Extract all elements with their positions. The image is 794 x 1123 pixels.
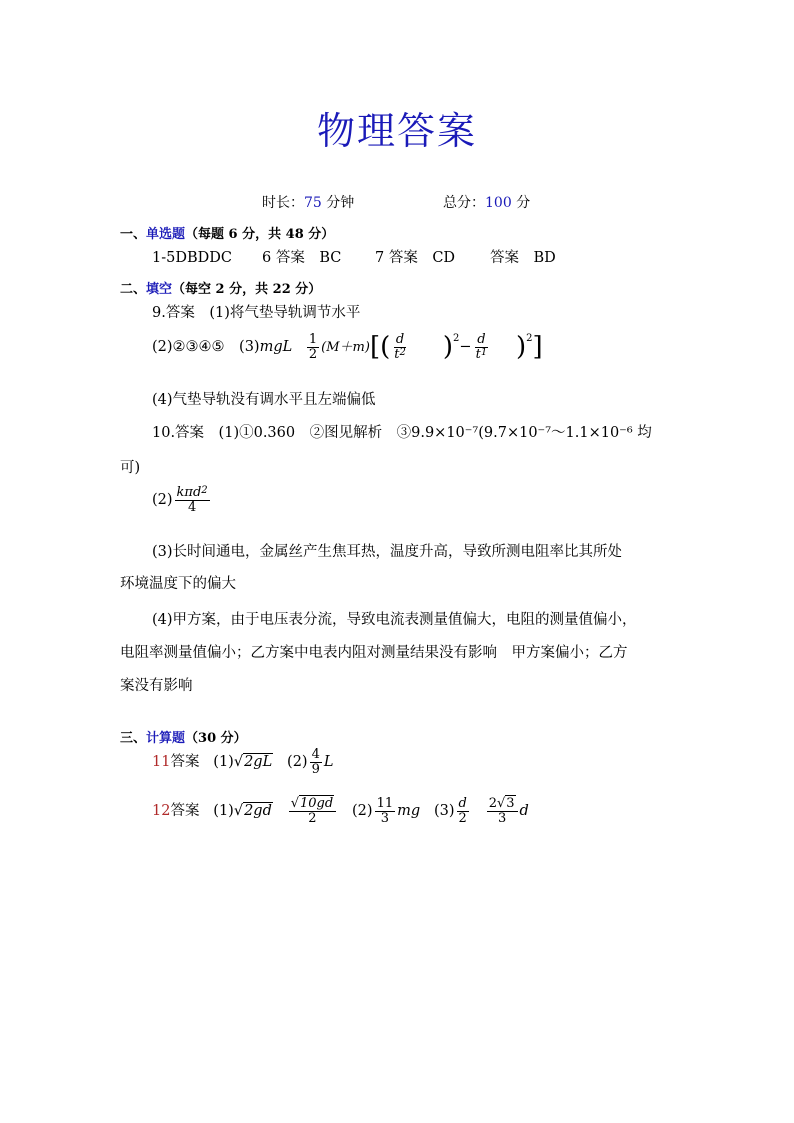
- q10-line-1: 10.答案 (1)①0.360 ②图见解析 ③9.9×10⁻⁷(9.7×10⁻⁷～1.1×10⁻⁶ 均: [152, 425, 652, 441]
- mc-answer-7: 7 答案 CD: [375, 250, 456, 266]
- section-3-heading: 三、计算题（30 分）: [120, 731, 247, 746]
- total-value: 100: [485, 195, 512, 211]
- duration-label: 时长：: [262, 195, 304, 211]
- q9-line-3: (4)气垫导轨没有调水平且左端偏低: [152, 392, 376, 408]
- q10-line-3b: 环境温度下的偏大: [120, 576, 236, 592]
- mc-answer-8: 答案 BD: [490, 250, 556, 266]
- q9-line-1: 9.答案 (1)将气垫导轨调节水平: [152, 305, 361, 321]
- q9-line-2: (2)②③④⑤ (3)mgL $\frac{1}{2}$ (M＋m)[( $\frac{d}{t^2}$ )$^2$− $\frac{d}{t^1}$ )$^2$]: [152, 332, 543, 363]
- duration: [262, 192, 354, 212]
- q10-line-4b: 电阻率测量值偏小；乙方案中电表内阻对测量结果没有影响 甲方案偏小；乙方: [120, 645, 628, 661]
- q11-answer: 11答案 (1)√2gL (2) $\frac{4}{9}$ L: [152, 747, 334, 777]
- total-label: 总分：: [443, 195, 485, 211]
- q10-line-4c: 案没有影响: [120, 678, 193, 694]
- q10-line-4a: (4)甲方案，由于电压表分流，导致电流表测量值偏大，电阻的测量值偏小，: [152, 612, 637, 628]
- total-score: [443, 192, 530, 212]
- q10-line-3a: (3)长时间通电，金属丝产生焦耳热，温度升高，导致所测电阻率比其所处: [152, 544, 623, 560]
- q12-answer: 12答案 (1)√2gd $\frac{√10gd}{2}$ (2) $\frac{11}{3}$ mg (3) $\frac{d}{2}$ $\frac{2√3}{3}$ d: [152, 796, 529, 826]
- duration-unit: 分钟: [326, 195, 355, 211]
- q10-line-1b: 可): [120, 460, 141, 476]
- section-1-heading: 一、单选题（每题 6 分，共 48 分）: [120, 227, 335, 242]
- page-title: 物理答案: [316, 109, 477, 153]
- mc-answers: [152, 246, 556, 267]
- q10-line-2: (2) $\frac{k\pi d^2}{4}$: [152, 485, 208, 515]
- duration-value: 75: [304, 195, 322, 211]
- mc-answer-6: 6 答案 BC: [262, 250, 342, 266]
- section-2-heading: 二、填空（每空 2 分，共 22 分）: [120, 282, 322, 297]
- total-unit: 分: [516, 195, 531, 211]
- mc-answer-1-5: 1-5DBDDC: [152, 250, 232, 266]
